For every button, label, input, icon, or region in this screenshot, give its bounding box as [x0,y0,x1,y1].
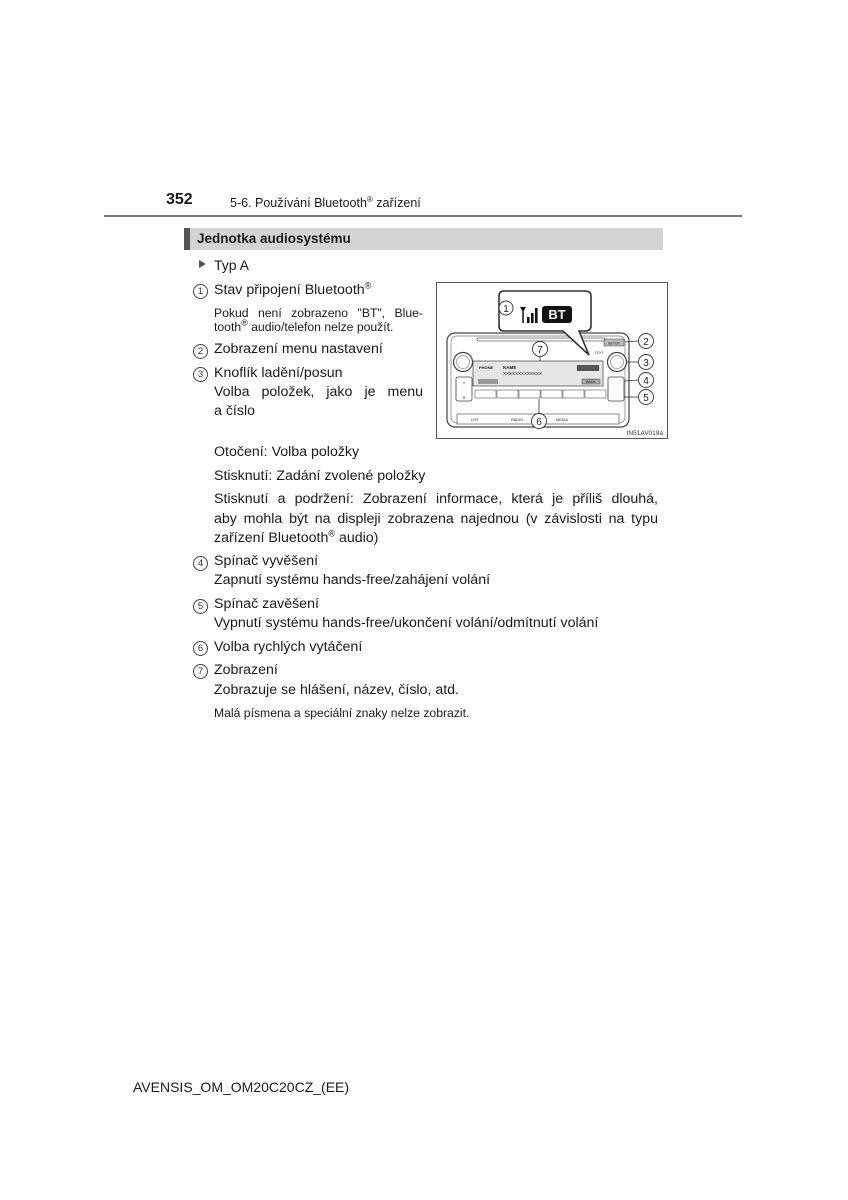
document-footer-code: AVENSIS_OM_OM20C20CZ_(EE) [133,1079,350,1095]
svg-text:LIST: LIST [470,418,480,422]
section-heading: Jednotka audiosystému [197,231,351,246]
item-text: Zobrazuje se hlášení, název, číslo, atd. [214,682,459,698]
svg-text:XXXXXXXXXXXXX: XXXXXXXXXXXXX [503,371,543,376]
header-rule [104,215,742,217]
svg-text:4: 4 [643,376,649,387]
item-title: Zobrazení menu nastavení [214,341,383,357]
item-text: Stisknutí a podržení: Zobrazení informace, která je příliš dlouhá, [214,491,658,507]
svg-text:MEDIA: MEDIA [555,418,569,422]
phone-panel [608,377,624,401]
chapter-header: 5-6. Používání Bluetooth® zařízení [230,194,421,210]
item-number-badge: 2 [193,344,208,359]
svg-text:NAME: NAME [503,365,517,370]
svg-text:BT: BT [548,307,566,322]
svg-text:SETUP: SETUP [608,341,620,346]
svg-text:TEXT: TEXT [594,351,604,355]
item-title: Spínač vyvěšení [214,553,319,569]
item-text: Zapnutí systému hands-free/zahájení volání [214,572,491,588]
item-number-badge: 6 [193,641,208,656]
svg-text:BACK: BACK [586,380,596,384]
svg-text:1: 1 [503,304,509,315]
item-title: Zobrazení [214,662,278,678]
triangle-bullet-icon [199,260,206,268]
item-number-badge: 3 [193,367,208,382]
svg-text:IN51AV019a: IN51AV019a [626,430,663,437]
svg-text:2: 2 [643,337,649,348]
audio-unit-figure [436,282,668,439]
item-text: Vypnutí systému hands-free/ukončení volání/odmítnutí volání [214,615,599,631]
type-label: Typ A [214,257,250,273]
item-text: Otočení: Volba položky [214,444,360,460]
page-number: 352 [166,191,193,208]
item-title: Stav připojení Bluetooth® [214,280,372,298]
item-note: Pokud není zobrazeno "BT", Blue- tooth® audio/telefon nelze použít. [214,306,423,334]
audio-unit-illustration [437,283,667,438]
item-number-badge: 4 [193,556,208,571]
item-text: Volba položek, jako je menu [214,384,423,400]
item-number-badge: 5 [193,599,208,614]
item-text: aby mohla být na displeji zobrazena najednou (v závislosti na typu [214,511,658,527]
item-text: a číslo [214,403,256,419]
item-title: Volba rychlých vytáčení [214,639,363,655]
svg-text:5: 5 [643,393,649,404]
svg-text:6: 6 [536,417,542,428]
item-text: Stisknutí: Zadání zvolené položky [214,468,426,484]
item-text: zařízení Bluetooth® audio) [214,528,379,546]
item-number-badge: 1 [193,284,208,299]
svg-text:v: v [462,395,466,401]
svg-text:7: 7 [537,345,543,356]
item-number-badge: 7 [193,664,208,679]
svg-text:RADIO: RADIO [510,418,524,422]
item-title: Spínač zavěšení [214,596,319,612]
item-title: Knoflík ladění/posun [214,365,343,381]
svg-text:PHONE: PHONE [479,365,494,370]
svg-text:3: 3 [643,358,649,369]
svg-text:^: ^ [462,382,466,388]
item-note: Malá písmena a speciální znaky nelze zobrazit. [214,706,470,720]
